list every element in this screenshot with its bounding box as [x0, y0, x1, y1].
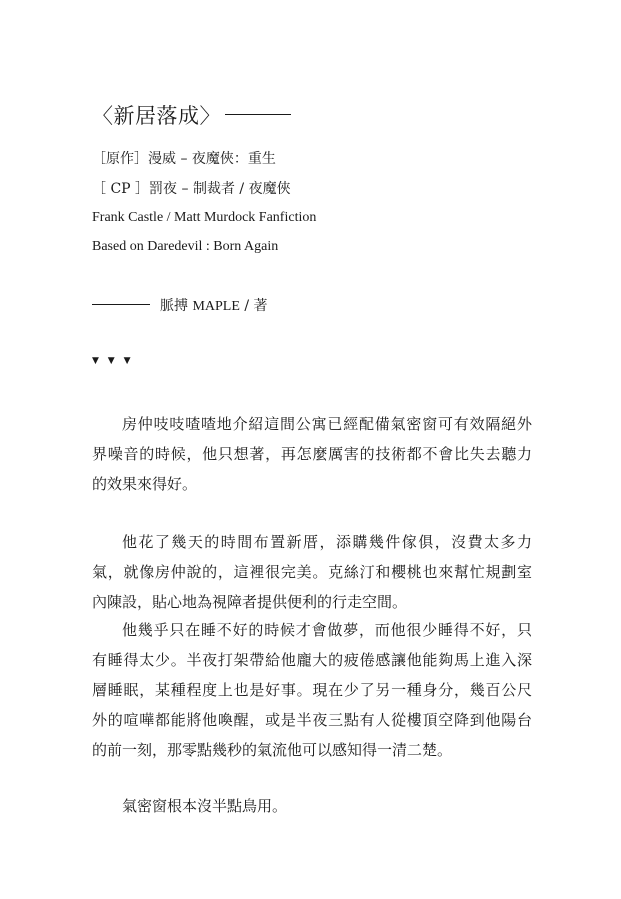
- author-name-en: MAPLE: [192, 299, 240, 314]
- meta-original-text: 漫威 – 夜魔俠：重生: [148, 151, 276, 167]
- author-name-cn: 脈搏: [160, 298, 188, 314]
- meta-original-prefix: ［原作］: [92, 151, 148, 167]
- paragraph-1: [92, 409, 532, 499]
- paragraph-line: 有睡得太少。半夜打架帶給他龐大的疲倦感讓他能夠馬上進入深: [92, 651, 532, 669]
- meta-cp-prefix: ［ CP ］: [92, 181, 150, 197]
- paragraph-line: 他幾乎只在睡不好的時候才會做夢，而他很少睡得不好，只: [122, 621, 532, 639]
- story-title: [92, 102, 291, 130]
- paragraph-line: 外的喧嘩都能將他喚醒，或是半夜三點有人從樓頂空降到他陽台: [92, 711, 532, 729]
- paragraph-line: 他花了幾天的時間布置新厝，添購幾件傢俱，沒費太多力: [122, 533, 532, 551]
- meta-fanfiction-line: Frank Castle / Matt Murdock Fanfiction: [92, 210, 317, 225]
- meta-original-line: [92, 149, 276, 169]
- author-rule: [92, 304, 150, 305]
- paragraph-4: [92, 791, 532, 821]
- meta-based-on-line: Based on Daredevil : Born Again: [92, 239, 279, 254]
- paragraph-line: 氣密窗根本沒半點鳥用。: [122, 797, 288, 815]
- paragraph-line: 氣，就像房仲說的，這裡很完美。克絲汀和櫻桃也來幫忙規劃室: [92, 563, 532, 581]
- paragraph-line: 房仲吱吱喳喳地介紹這間公寓已經配備氣密窗可有效隔絕外: [122, 415, 532, 433]
- paragraph-line: 界噪音的時候，他只想著，再怎麼厲害的技術都不會比失去聽力: [92, 445, 532, 463]
- paragraph-2: [92, 527, 532, 617]
- story-title-text: 〈新居落成〉: [92, 104, 221, 128]
- paragraph-line: 的效果來得好。: [92, 475, 198, 493]
- meta-cp-line: [92, 179, 291, 199]
- author-byline: [92, 296, 268, 317]
- meta-cp-text: 罰夜 – 制裁者 / 夜魔俠: [149, 181, 291, 197]
- paragraph-3: [92, 615, 532, 765]
- paragraph-line: 層睡眠，某種程度上也是好事。現在少了另一種身分，幾百公尺: [92, 681, 532, 699]
- section-marker: ▼ ▼ ▼: [92, 356, 134, 366]
- title-rule: [225, 114, 291, 115]
- paragraph-line: 的前一刻，那零點幾秒的氣流他可以感知得一清二楚。: [92, 741, 453, 759]
- paragraph-line: 內陳設，貼心地為視障者提供便利的行走空間。: [92, 593, 408, 611]
- author-suffix: / 著: [244, 298, 268, 314]
